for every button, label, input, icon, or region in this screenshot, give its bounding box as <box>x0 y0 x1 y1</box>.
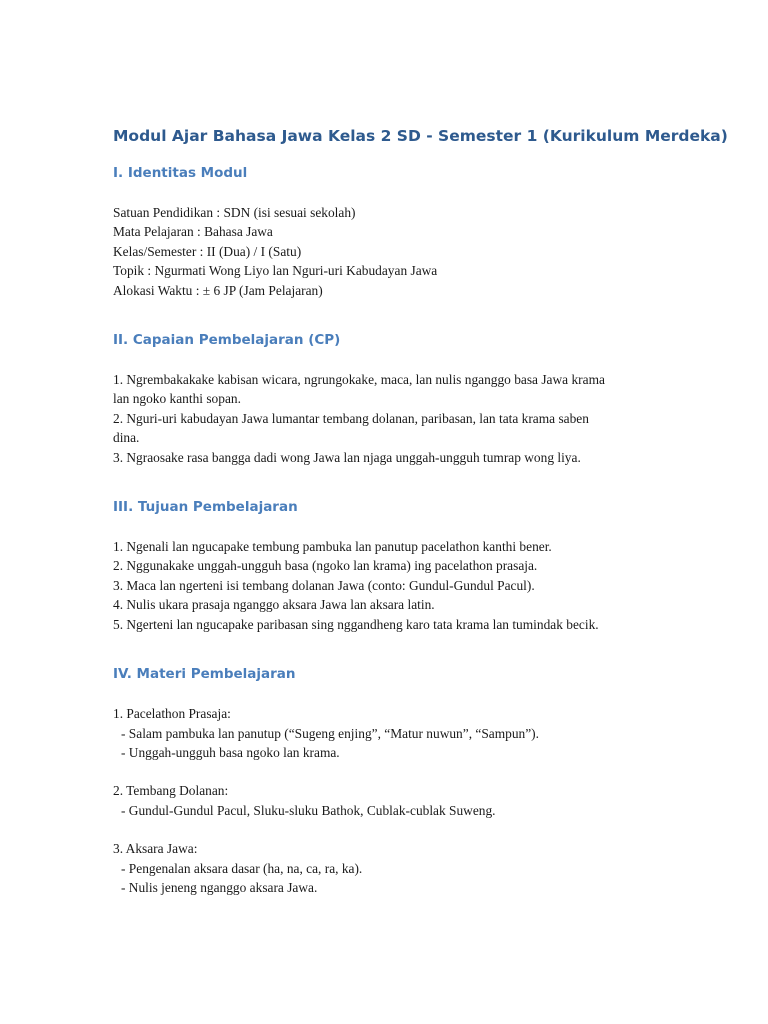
section-heading-identitas: I. Identitas Modul <box>113 165 248 181</box>
section-heading-tujuan: III. Tujuan Pembelajaran <box>113 499 298 516</box>
identitas-line: Satuan Pendidikan : SDN (isi sesuai sekolah) <box>113 205 356 220</box>
document-title: Modul Ajar Bahasa Jawa Kelas 2 SD - Semester 1 (Kurikulum Merdeka) <box>113 127 728 145</box>
section-heading-capaian: II. Capaian Pembelajaran (CP) <box>113 332 341 349</box>
identitas-line: Kelas/Semester : II (Dua) / I (Satu) <box>113 243 302 259</box>
tujuan-line: 3. Maca lan ngerteni isi tembang dolanan Jawa (conto: Gundul-Gundul Pacul). <box>113 577 535 593</box>
materi-group-label: 2. Tembang Dolanan: <box>113 783 229 799</box>
capaian-line: 3. Ngraosake rasa bangga dadi wong Jawa lan njaga unggah-ungguh tumrap wong liya. <box>113 449 581 465</box>
materi-group-pacelathon <box>113 704 733 762</box>
materi-item: - Unggah-ungguh basa ngoko lan krama. <box>121 744 340 760</box>
capaian-line: 1. Ngrembakakake kabisan wicara, ngrungokake, maca, lan nulis nganggo basa Jawa krama <box>113 372 605 388</box>
capaian-line: 2. Nguri-uri kabudayan Jawa lumantar tembang dolanan, paribasan, lan tata krama saben <box>113 410 589 426</box>
identitas-line: Topik : Ngurmati Wong Liyo lan Nguri-uri Kabudayan Jawa <box>113 263 438 279</box>
document-content <box>113 124 733 897</box>
identitas-line: Mata Pelajaran : Bahasa Jawa <box>113 224 273 240</box>
tujuan-line: 2. Nggunakake unggah-ungguh basa (ngoko lan krama) ing pacelathon prasaja. <box>113 558 538 574</box>
materi-item: - Salam pambuka lan panutup (“Sugeng enjing”, “Matur nuwun”, “Sampun”). <box>121 725 539 741</box>
materi-item: - Gundul-Gundul Pacul, Sluku-sluku Bathok, Cublak-cublak Suweng. <box>121 802 496 818</box>
materi-group-aksara <box>113 839 733 897</box>
identitas-line: Alokasi Waktu : ± 6 JP (Jam Pelajaran) <box>113 282 323 298</box>
tujuan-line: 4. Nulis ukara prasaja nganggo aksara Jawa lan aksara latin. <box>113 597 435 613</box>
tujuan-list <box>113 537 733 634</box>
identitas-list <box>113 203 733 300</box>
tujuan-line: 5. Ngerteni lan ngucapake paribasan sing nggandheng karo tata krama lan tumindak becik. <box>113 616 599 632</box>
materi-group-label: 3. Aksara Jawa: <box>113 841 198 857</box>
capaian-line: dina. <box>113 430 140 446</box>
materi-group-label: 1. Pacelathon Prasaja: <box>113 706 231 722</box>
materi-item: - Nulis jeneng nganggo aksara Jawa. <box>121 879 318 895</box>
section-heading-materi: IV. Materi Pembelajaran <box>113 666 296 683</box>
tujuan-line: 1. Ngenali lan ngucapake tembung pambuka lan panutup pacelathon kanthi bener. <box>113 539 552 555</box>
materi-group-tembang <box>113 781 733 820</box>
capaian-list <box>113 370 733 467</box>
materi-item: - Pengenalan aksara dasar (ha, na, ca, ra, ka). <box>121 860 363 876</box>
capaian-line: lan ngoko kanthi sopan. <box>113 391 241 407</box>
